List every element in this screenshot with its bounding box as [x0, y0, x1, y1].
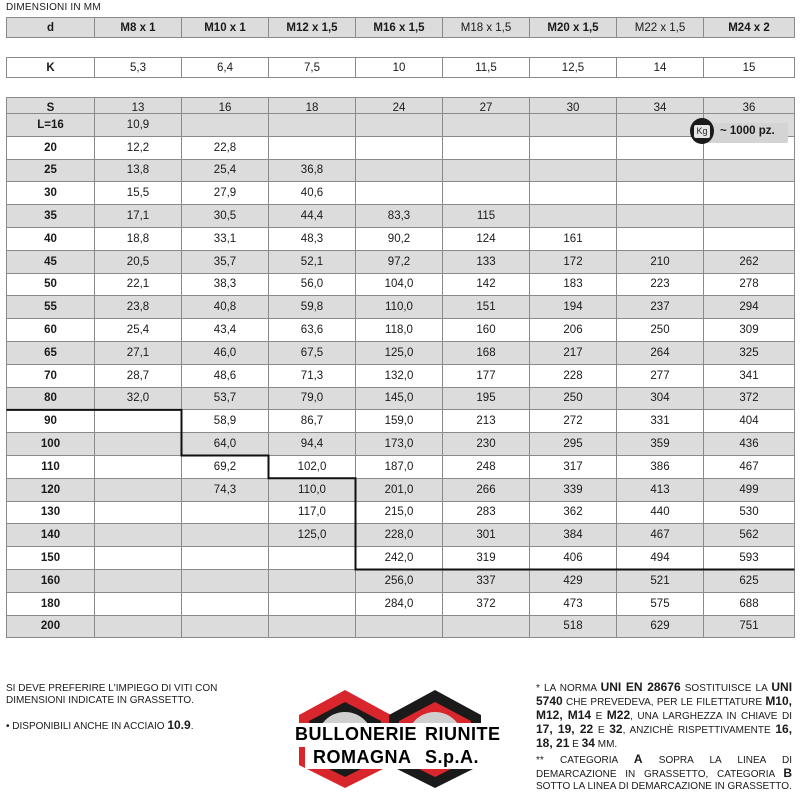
weight-cell: 53,7 [182, 387, 269, 410]
length-cell: 65 [7, 341, 95, 364]
weight-cell: 362 [530, 501, 617, 524]
table-row [7, 114, 795, 137]
weight-cell: 32,0 [95, 387, 182, 410]
note-bold-preference: SI DEVE PREFERIRE L'IMPIEGO DI VITI CON DIMENSIONI INDICATE IN GRASSETTO. [6, 683, 218, 706]
table-row [7, 341, 795, 364]
weight-cell: 195 [443, 387, 530, 410]
weight-cell: 319 [443, 547, 530, 570]
weight-table [6, 113, 795, 638]
note-uni-text-g: E [595, 711, 603, 722]
note-steel-prefix: • DISPONIBILI ANCHE IN ACCIAIO [6, 721, 165, 732]
weight-cell: 69,2 [182, 455, 269, 478]
spacer [7, 78, 795, 98]
weight-cell: 104,0 [356, 273, 443, 296]
weight-cell [182, 615, 269, 638]
weight-cell: 372 [443, 592, 530, 615]
weight-cell: 187,0 [356, 455, 443, 478]
note-uni-key-32: 32 [609, 722, 623, 736]
table-row [7, 250, 795, 273]
weight-cell: 406 [530, 547, 617, 570]
weight-cell: 90,2 [356, 227, 443, 250]
weight-cell: 325 [704, 341, 795, 364]
weight-cell: 294 [704, 296, 795, 319]
table-row [7, 501, 795, 524]
note-uni-text-q: MM. [597, 739, 618, 750]
note-uni-threads: M10, M12, M14 [536, 694, 792, 722]
spacer [7, 38, 795, 58]
weight-cell: 27,9 [182, 182, 269, 205]
weight-cell: 317 [530, 455, 617, 478]
note-uni-text-i: , UNA LARGHEZZA IN CHIAVE DI [630, 711, 792, 722]
weight-cell: 429 [530, 569, 617, 592]
weight-cell [704, 159, 795, 182]
weight-cell: 228 [530, 364, 617, 387]
note-uni-norm [536, 681, 792, 751]
weight-cell [443, 114, 530, 137]
table-row [7, 205, 795, 228]
weight-cell: 278 [704, 273, 795, 296]
weight-cell [182, 547, 269, 570]
weight-cell: 625 [704, 569, 795, 592]
size-header-cell: M18 x 1,5 [443, 18, 530, 38]
weight-cell: 201,0 [356, 478, 443, 501]
table-row [7, 296, 795, 319]
weight-cell: 283 [443, 501, 530, 524]
weight-cell: 688 [704, 592, 795, 615]
weight-cell [356, 182, 443, 205]
weight-cell [95, 455, 182, 478]
weight-cell: 473 [530, 592, 617, 615]
dimensions-header-table [6, 17, 795, 118]
weight-cell: 22,8 [182, 136, 269, 159]
note-cat-text-c: SOPRA LA LINEA DI DEMARCAZIONE IN GRASSETTO, CATEGORIA [536, 755, 793, 780]
weight-cell: 530 [704, 501, 795, 524]
weight-cell [95, 410, 182, 433]
weight-cell: 160 [443, 319, 530, 342]
s-value: 16 [182, 98, 269, 118]
length-cell: 130 [7, 501, 95, 524]
weight-cell [269, 569, 356, 592]
weight-cell [269, 615, 356, 638]
weight-cell: 467 [617, 524, 704, 547]
s-value: 18 [269, 98, 356, 118]
kg-weight-icon [690, 118, 714, 144]
weight-cell: 17,1 [95, 205, 182, 228]
note-uni-norm-code: UNI EN 28676 [600, 680, 681, 694]
length-cell: 100 [7, 433, 95, 456]
note-uni-old-code: UNI 5740 [536, 680, 793, 708]
weight-cell: 10,9 [95, 114, 182, 137]
weight-cell: 124 [443, 227, 530, 250]
s-label: S [7, 98, 95, 118]
length-cell: 40 [7, 227, 95, 250]
size-header-row [7, 18, 795, 38]
weight-cell [95, 501, 182, 524]
weight-cell: 86,7 [269, 410, 356, 433]
s-value: 34 [617, 98, 704, 118]
table-row [7, 364, 795, 387]
weight-badge-text: ~ 1000 pz. [720, 125, 775, 137]
weight-cell: 237 [617, 296, 704, 319]
note-cat-b: B [783, 766, 793, 780]
note-steel-10-9 [6, 719, 266, 733]
weight-cell: 228,0 [356, 524, 443, 547]
logo-text-romagna: ROMAGNA [313, 747, 412, 767]
weight-cell: 264 [617, 341, 704, 364]
weight-cell: 117,0 [269, 501, 356, 524]
weight-cell: 56,0 [269, 273, 356, 296]
table-row [7, 569, 795, 592]
weight-cell: 575 [617, 592, 704, 615]
size-header-cell: M8 x 1 [95, 18, 182, 38]
length-cell: 180 [7, 592, 95, 615]
weight-cell: 168 [443, 341, 530, 364]
weight-cell: 94,4 [269, 433, 356, 456]
table-row [7, 547, 795, 570]
weight-cell: 173,0 [356, 433, 443, 456]
weight-cell: 102,0 [269, 455, 356, 478]
weight-cell: 494 [617, 547, 704, 570]
weight-cell: 27,1 [95, 341, 182, 364]
weight-cell: 43,4 [182, 319, 269, 342]
weight-cell: 359 [617, 433, 704, 456]
weight-cell: 562 [704, 524, 795, 547]
weight-cell: 384 [530, 524, 617, 547]
weight-cell: 46,0 [182, 341, 269, 364]
weight-cell [530, 136, 617, 159]
weight-cell: 142 [443, 273, 530, 296]
weight-cell: 386 [617, 455, 704, 478]
length-cell: 90 [7, 410, 95, 433]
weight-cell: 118,0 [356, 319, 443, 342]
table-row [7, 524, 795, 547]
k-value: 12,5 [530, 58, 617, 78]
caption: DIMENSIONI IN MM [6, 2, 101, 13]
weight-cell: 38,3 [182, 273, 269, 296]
weight-cell [356, 159, 443, 182]
logo-text-riunite: RIUNITE [425, 724, 501, 744]
logo-text-spa: S.p.A. [425, 747, 480, 767]
weight-cell: 18,8 [95, 227, 182, 250]
s-value: 24 [356, 98, 443, 118]
weight-cell: 22,1 [95, 273, 182, 296]
k-value: 11,5 [443, 58, 530, 78]
weight-cell: 71,3 [269, 364, 356, 387]
weight-cell: 499 [704, 478, 795, 501]
weight-cell: 521 [617, 569, 704, 592]
weight-cell [356, 615, 443, 638]
s-value: 27 [443, 98, 530, 118]
table-row [7, 159, 795, 182]
weight-cell [356, 136, 443, 159]
table-row [7, 478, 795, 501]
weight-cell: 15,5 [95, 182, 182, 205]
weight-cell [95, 615, 182, 638]
weight-cell [182, 524, 269, 547]
k-value: 6,4 [182, 58, 269, 78]
note-cat-text-e: SOTTO LA LINEA DI DEMARCAZIONE IN GRASSETTO. [536, 781, 792, 792]
weight-cell: 23,8 [95, 296, 182, 319]
weight-cell: 30,5 [182, 205, 269, 228]
weight-cell: 25,4 [95, 319, 182, 342]
weight-cell [530, 114, 617, 137]
d-label: d [7, 18, 95, 38]
weight-cell: 751 [704, 615, 795, 638]
weight-cell [530, 205, 617, 228]
weight-cell: 404 [704, 410, 795, 433]
weight-cell: 58,9 [182, 410, 269, 433]
note-uni-text-o: E [572, 739, 579, 750]
weight-cell: 28,7 [95, 364, 182, 387]
weight-cell: 339 [530, 478, 617, 501]
weight-cell: 79,0 [269, 387, 356, 410]
weight-cell: 413 [617, 478, 704, 501]
size-header-cell: M16 x 1,5 [356, 18, 443, 38]
weight-cell [95, 524, 182, 547]
table-row [7, 182, 795, 205]
weight-cell: 172 [530, 250, 617, 273]
weight-cell [443, 615, 530, 638]
note-category [536, 753, 792, 793]
table-row [7, 387, 795, 410]
weight-cell: 210 [617, 250, 704, 273]
length-cell: 25 [7, 159, 95, 182]
weight-cell [617, 205, 704, 228]
k-value: 5,3 [95, 58, 182, 78]
length-cell: 80 [7, 387, 95, 410]
length-cell: L=16 [7, 114, 95, 137]
length-cell: 35 [7, 205, 95, 228]
weight-cell [530, 182, 617, 205]
table-row [7, 227, 795, 250]
weight-cell: 36,8 [269, 159, 356, 182]
weight-cell: 440 [617, 501, 704, 524]
weight-cell: 161 [530, 227, 617, 250]
note-cat-text-a: ** CATEGORIA [536, 755, 618, 766]
weight-cell [95, 547, 182, 570]
weight-cell [443, 182, 530, 205]
size-header-cell: M24 x 2 [704, 18, 795, 38]
length-cell: 160 [7, 569, 95, 592]
weight-cell: 304 [617, 387, 704, 410]
length-cell: 60 [7, 319, 95, 342]
weight-cell: 301 [443, 524, 530, 547]
weight-cell: 230 [443, 433, 530, 456]
weight-cell [269, 114, 356, 137]
table-row [7, 273, 795, 296]
weight-cell [704, 227, 795, 250]
weight-cell: 436 [704, 433, 795, 456]
weight-cell: 217 [530, 341, 617, 364]
weight-cell: 372 [704, 387, 795, 410]
weight-cell: 194 [530, 296, 617, 319]
size-header-cell: M10 x 1 [182, 18, 269, 38]
weight-cell: 20,5 [95, 250, 182, 273]
weight-cell: 295 [530, 433, 617, 456]
weight-cell: 223 [617, 273, 704, 296]
logo-text-bullonerie: BULLONERIE [295, 724, 417, 744]
weight-cell: 272 [530, 410, 617, 433]
table-row [7, 410, 795, 433]
note-uni-text-c: SOSTITUISCE LA [684, 683, 768, 694]
weight-cell: 183 [530, 273, 617, 296]
weight-cell: 97,2 [356, 250, 443, 273]
k-row [7, 58, 795, 78]
weight-cell: 133 [443, 250, 530, 273]
weight-cell: 132,0 [356, 364, 443, 387]
weight-cell [617, 182, 704, 205]
table-row [7, 136, 795, 159]
table-row [7, 433, 795, 456]
weight-cell: 242,0 [356, 547, 443, 570]
weight-cell: 284,0 [356, 592, 443, 615]
note-cat-a: A [633, 752, 643, 766]
weight-cell: 40,6 [269, 182, 356, 205]
length-cell: 55 [7, 296, 95, 319]
size-header-cell: M12 x 1,5 [269, 18, 356, 38]
table-row [7, 615, 795, 638]
note-uni-keys-new: 17, 19, 22 [536, 722, 594, 736]
weight-cell: 74,3 [182, 478, 269, 501]
weight-cell: 248 [443, 455, 530, 478]
note-uni-text-e: CHE PREVEDEVA, PER LE FILETTATURE [566, 697, 763, 708]
weight-cell: 63,6 [269, 319, 356, 342]
weight-cell: 33,1 [182, 227, 269, 250]
s-value: 36 [704, 98, 795, 118]
weight-cell [269, 592, 356, 615]
weight-cell [356, 114, 443, 137]
weight-cell: 83,3 [356, 205, 443, 228]
weight-cell: 262 [704, 250, 795, 273]
weight-cell: 145,0 [356, 387, 443, 410]
weight-cell: 177 [443, 364, 530, 387]
weight-cell [95, 569, 182, 592]
weight-cell: 250 [617, 319, 704, 342]
note-uni-text-a: * LA NORMA [536, 683, 597, 694]
weight-cell: 467 [704, 455, 795, 478]
length-cell: 20 [7, 136, 95, 159]
weight-cell: 25,4 [182, 159, 269, 182]
weight-cell [704, 205, 795, 228]
note-uni-key-34: 34 [581, 736, 595, 750]
weight-cell: 48,6 [182, 364, 269, 387]
note-steel-suffix: . [190, 721, 194, 732]
weight-cell: 337 [443, 569, 530, 592]
note-uni-text-k: E [597, 725, 605, 736]
k-value: 14 [617, 58, 704, 78]
weight-cell [95, 433, 182, 456]
weight-cell [95, 478, 182, 501]
weight-cell [443, 159, 530, 182]
weight-cell [182, 592, 269, 615]
k-value: 15 [704, 58, 795, 78]
weight-cell: 215,0 [356, 501, 443, 524]
note-steel-grade: 10.9 [167, 718, 191, 732]
weight-cell [530, 159, 617, 182]
length-cell: 50 [7, 273, 95, 296]
s-value: 13 [95, 98, 182, 118]
weight-cell: 64,0 [182, 433, 269, 456]
weight-cell: 266 [443, 478, 530, 501]
length-cell: 70 [7, 364, 95, 387]
weight-cell [269, 136, 356, 159]
weight-cell: 629 [617, 615, 704, 638]
weight-cell: 151 [443, 296, 530, 319]
note-uni-text-m: , ANZICHÈ RISPETTIVAMENTE [622, 725, 771, 736]
kg-weight-icon-label: Kg [694, 125, 710, 138]
weight-cell: 110,0 [356, 296, 443, 319]
weight-cell: 59,8 [269, 296, 356, 319]
length-cell: 110 [7, 455, 95, 478]
weight-cell: 12,2 [95, 136, 182, 159]
weight-cell: 125,0 [269, 524, 356, 547]
weight-cell: 159,0 [356, 410, 443, 433]
weight-cell [443, 136, 530, 159]
length-cell: 150 [7, 547, 95, 570]
table-row [7, 455, 795, 478]
weight-cell: 44,4 [269, 205, 356, 228]
weight-cell [617, 159, 704, 182]
weight-badge [690, 118, 788, 146]
weight-cell: 206 [530, 319, 617, 342]
weight-cell: 250 [530, 387, 617, 410]
weight-cell: 341 [704, 364, 795, 387]
weight-cell: 331 [617, 410, 704, 433]
weight-cell [182, 569, 269, 592]
weight-cell: 125,0 [356, 341, 443, 364]
weight-cell: 213 [443, 410, 530, 433]
size-header-cell: M22 x 1,5 [617, 18, 704, 38]
weight-cell: 277 [617, 364, 704, 387]
weight-cell: 110,0 [269, 478, 356, 501]
size-header-cell: M20 x 1,5 [530, 18, 617, 38]
company-logo [285, 688, 525, 788]
weight-cell [182, 114, 269, 137]
weight-cell [95, 592, 182, 615]
note-uni-keys-old: 16, 18, 21 [536, 722, 793, 750]
weight-cell: 52,1 [269, 250, 356, 273]
weight-cell [704, 182, 795, 205]
length-cell: 140 [7, 524, 95, 547]
weight-cell: 35,7 [182, 250, 269, 273]
weight-cell: 256,0 [356, 569, 443, 592]
length-cell: 120 [7, 478, 95, 501]
weight-cell: 115 [443, 205, 530, 228]
length-cell: 30 [7, 182, 95, 205]
length-cell: 200 [7, 615, 95, 638]
weight-cell: 593 [704, 547, 795, 570]
k-value: 7,5 [269, 58, 356, 78]
k-label: K [7, 58, 95, 78]
table-row [7, 592, 795, 615]
weight-cell: 13,8 [95, 159, 182, 182]
k-value: 10 [356, 58, 443, 78]
weight-cell [617, 227, 704, 250]
table-row [7, 319, 795, 342]
weight-cell: 67,5 [269, 341, 356, 364]
weight-cell: 518 [530, 615, 617, 638]
length-cell: 45 [7, 250, 95, 273]
weight-cell: 309 [704, 319, 795, 342]
s-value: 30 [530, 98, 617, 118]
weight-cell [182, 501, 269, 524]
note-uni-m22: M22 [606, 708, 631, 722]
weight-cell [269, 547, 356, 570]
weight-cell: 40,8 [182, 296, 269, 319]
weight-cell: 48,3 [269, 227, 356, 250]
